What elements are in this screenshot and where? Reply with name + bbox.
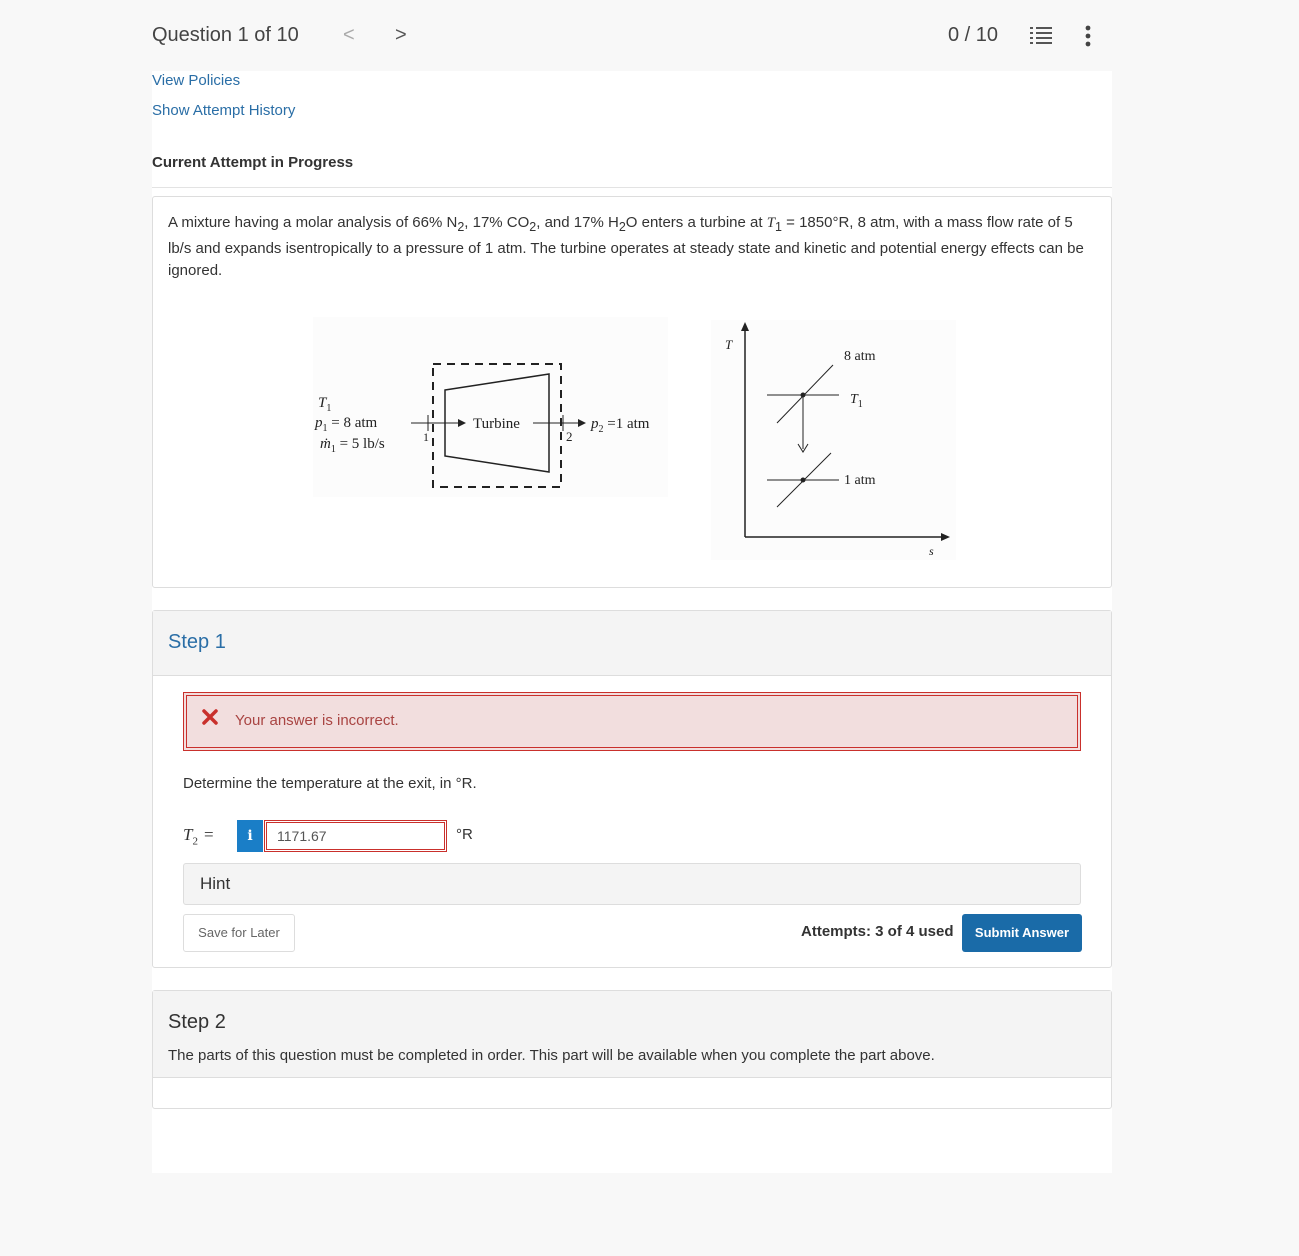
answer-unit: °R [456, 826, 473, 843]
answer-variable-label: $T_2$ = [183, 825, 214, 848]
ts-low-pressure-label: 1 atm [844, 473, 876, 488]
previous-question-button[interactable]: < [343, 24, 355, 46]
ts-axis-s-label: s [929, 544, 934, 558]
next-question-button[interactable]: > [395, 24, 407, 46]
question-box [152, 196, 1112, 588]
inlet-temperature: $T_1$ [318, 395, 332, 414]
error-message: Your answer is incorrect. [235, 712, 399, 729]
current-attempt-heading: Current Attempt in Progress [152, 154, 354, 171]
more-vertical-icon[interactable] [1080, 24, 1096, 48]
view-policies-link[interactable]: View Policies [152, 72, 241, 89]
step-2-description: The parts of this question must be completed in order. This part will be available when you complete the part above. [168, 1047, 935, 1064]
submit-answer-button[interactable]: Submit Answer [962, 914, 1082, 952]
state-2-point [801, 478, 806, 483]
question-counter: Question 1 of 10 [152, 24, 299, 46]
figure-background [313, 317, 668, 497]
save-for-later-button[interactable]: Save for Later [183, 914, 295, 952]
hint-toggle[interactable] [183, 863, 1081, 905]
info-icon[interactable]: i [237, 820, 263, 852]
error-x-icon [202, 709, 218, 725]
state-2-label: 2 [566, 429, 573, 444]
incorrect-answer-alert [183, 692, 1081, 751]
top-bar [0, 0, 1299, 71]
show-attempt-history-link[interactable]: Show Attempt History [152, 102, 296, 119]
inlet-mass-flow: ṁ$_1$ = 5 lb/s [320, 436, 385, 455]
ts-t1-label: $T_1$ [850, 392, 863, 410]
question-text: A mixture having a molar analysis of 66% $N_2$, 17% $CO_2$, and 17% $H_2O$ enters a turbine at $T_1 = 1850^\circ R$, 8 atm, with a mass flow rate of 5 lb/s and expands isentropically to a pressure of 1 atm. The turbine operates at steady state and kinetic and potential energy effects can be ignored. [168, 214, 1084, 279]
score-display: 0 / 10 [948, 24, 999, 46]
list-icon[interactable] [1030, 26, 1052, 46]
hint-label: Hint [200, 874, 231, 893]
step-2-title: Step 2 [168, 1011, 226, 1033]
ts-background [711, 320, 956, 560]
attempts-counter: Attempts: 3 of 4 used [801, 923, 954, 940]
turbine-label: Turbine [473, 416, 520, 432]
outlet-pressure: $p_2 =1$ atm [591, 416, 650, 435]
state-1-label: 1 [423, 430, 429, 444]
step-1-panel [152, 610, 1112, 968]
ts-axis-t-label: T [725, 337, 733, 352]
state-1-point [801, 393, 806, 398]
divider [152, 187, 1112, 188]
step-1-title: Step 1 [168, 631, 226, 653]
step-2-panel [152, 990, 1112, 1109]
inlet-pressure: $p_1 = 8$ atm [315, 415, 378, 434]
step-1-header [153, 611, 1111, 676]
turbine-figure [153, 197, 1113, 589]
ts-high-pressure-label: 8 atm [844, 349, 876, 364]
answer-input[interactable]: 1171.67 [264, 820, 447, 852]
step-1-prompt: Determine the temperature at the exit, in °R. [183, 775, 477, 792]
step-2-header [153, 991, 1111, 1078]
